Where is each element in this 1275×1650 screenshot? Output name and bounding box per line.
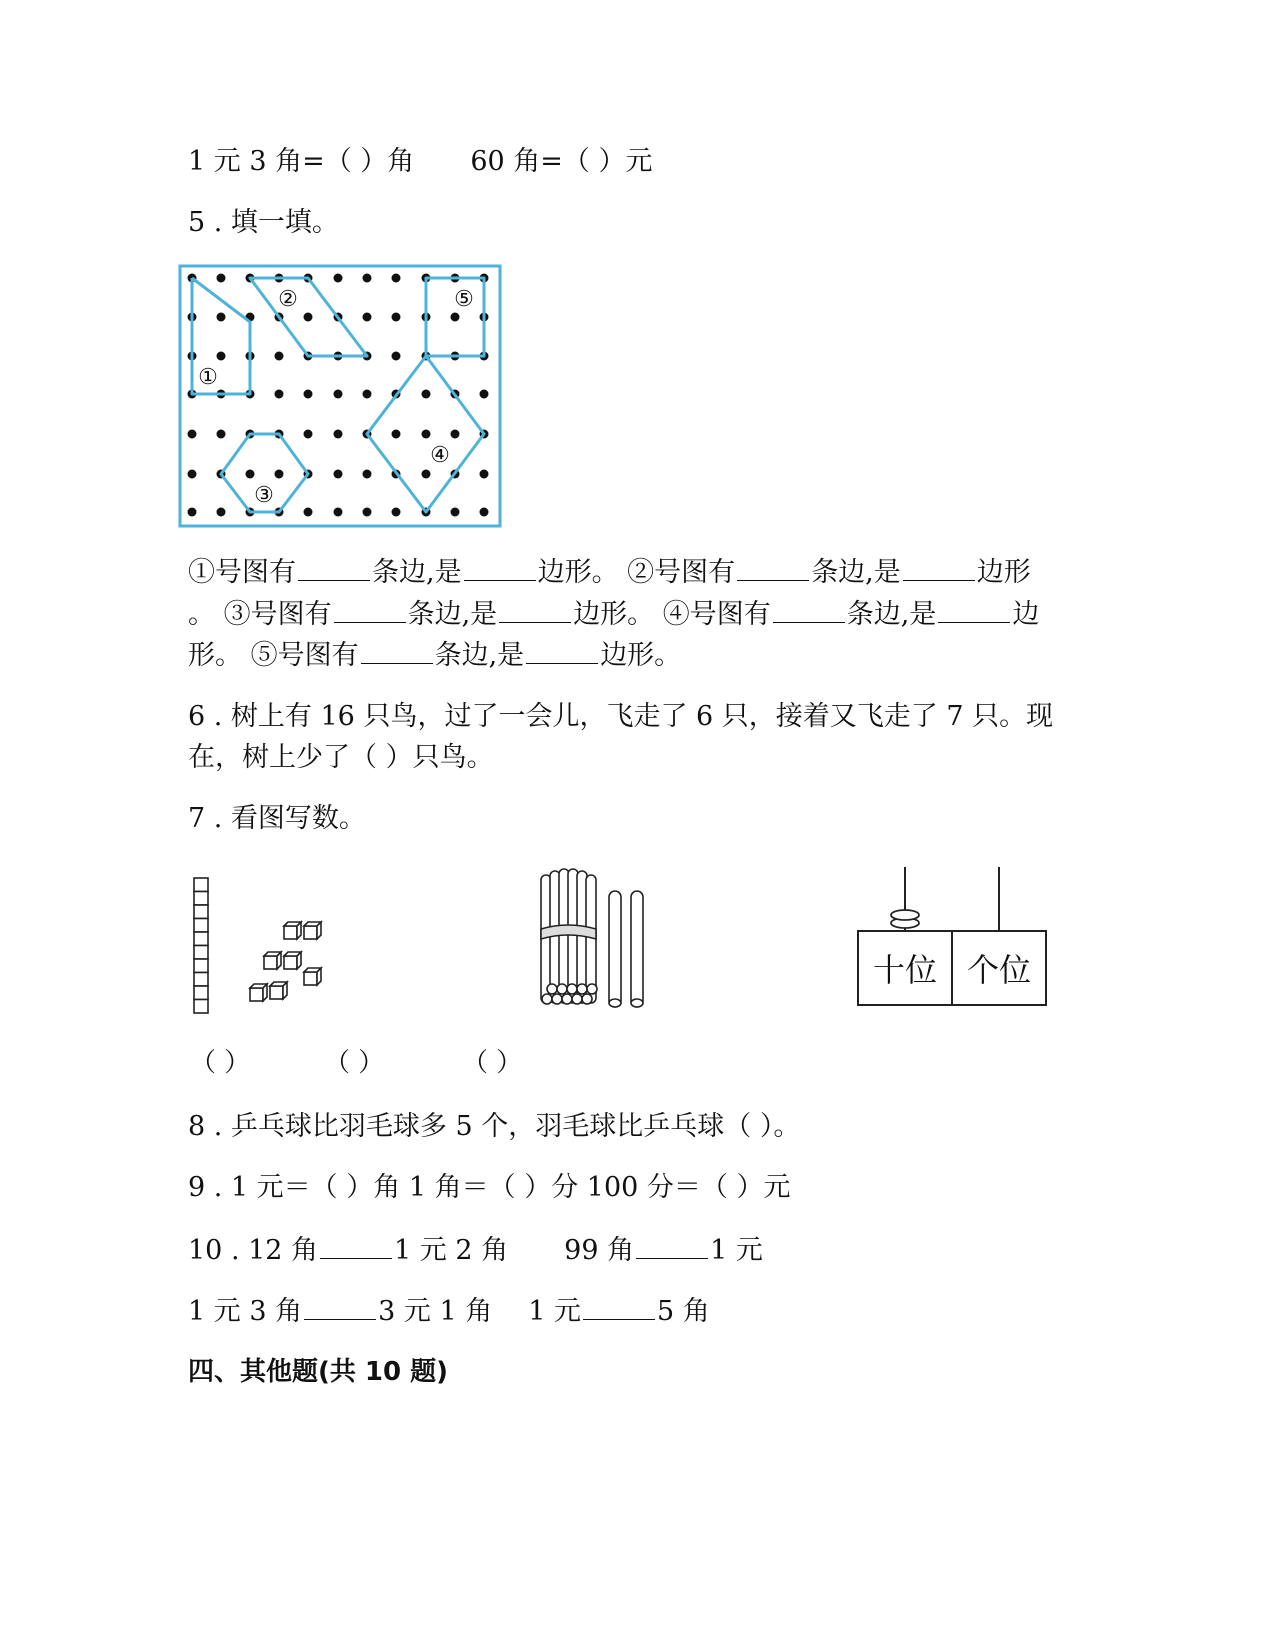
rod-unit (194, 892, 208, 906)
shape-label-1: ① (198, 365, 218, 390)
abacus-bead (891, 910, 919, 920)
blocks-figure (188, 872, 338, 1022)
grid-dot (188, 508, 197, 517)
answer-blank[interactable] (938, 596, 1010, 623)
question-5-row-2 (188, 596, 1039, 632)
grid-dot (363, 313, 372, 322)
grid-dot (275, 352, 284, 361)
grid-dot (304, 390, 313, 399)
rod-unit (194, 905, 208, 919)
grid-dot (304, 508, 313, 517)
answer-slot-1[interactable]: （ ） (190, 1048, 251, 1078)
rod-unit (194, 973, 208, 987)
text: 边 (1012, 599, 1040, 630)
answer-blank[interactable] (583, 1293, 655, 1320)
question-5-title: 5 . 填一填。 (188, 207, 339, 238)
grid-dot (480, 508, 489, 517)
grid-dot (334, 470, 343, 479)
abacus-figure (856, 865, 1056, 1015)
grid-dot (451, 508, 460, 517)
rod-unit (194, 919, 208, 933)
question-10-line-2 (188, 1293, 710, 1329)
conversion-1: 1 元 3 角=（ ）角 (188, 146, 415, 177)
grid-dot (392, 313, 401, 322)
question-8: 8 . 乒乓球比羽毛球多 5 个，羽毛球比乒乓球（ ）。 (188, 1111, 801, 1142)
text: 。 ③号图有 (188, 599, 332, 630)
grid-dot (275, 470, 284, 479)
grid-dot (392, 508, 401, 517)
conversion-2: 60 角=（ ）元 (470, 146, 653, 177)
grid-dot (334, 274, 343, 283)
shape-label-4: ④ (430, 443, 450, 468)
answer-slot-2[interactable]: （ ） (324, 1048, 385, 1078)
rod-unit (194, 946, 208, 960)
text: 边形。 (600, 640, 682, 671)
unit-cube (304, 922, 321, 939)
grid-dot (363, 470, 372, 479)
text: 99 角 (564, 1235, 635, 1266)
question-7-title: 7 . 看图写数。 (188, 803, 366, 834)
grid-dot (334, 430, 343, 439)
grid-dot (392, 430, 401, 439)
grid-dot (480, 390, 489, 399)
answer-blank[interactable] (636, 1232, 708, 1259)
rod-unit (194, 932, 208, 946)
text: 1 元 (710, 1235, 763, 1266)
text: 条边,是 (846, 599, 937, 630)
answer-blank[interactable] (499, 596, 571, 623)
grid-dot (217, 508, 226, 517)
grid-dot (304, 430, 313, 439)
grid-dot (188, 470, 197, 479)
text: 形。 ⑤号图有 (188, 640, 359, 671)
text: 条边,是 (372, 557, 462, 588)
unit-cube (284, 952, 301, 969)
grid-dot (246, 470, 255, 479)
grid-dot (392, 274, 401, 283)
grid-dot (480, 470, 489, 479)
grid-dot (363, 274, 372, 283)
answer-blank[interactable] (304, 1293, 376, 1320)
ones-place-label: 个位 (966, 951, 1032, 989)
grid-dot (217, 274, 226, 283)
unit-cube (264, 952, 281, 969)
answer-blank[interactable] (320, 1232, 392, 1259)
grid-dot (422, 390, 431, 399)
unit-cube (270, 982, 287, 999)
text: 边形。 ④号图有 (573, 599, 771, 630)
answer-blank[interactable] (334, 596, 406, 623)
grid-dot (422, 430, 431, 439)
sticks-figure (535, 865, 655, 1015)
text: 1 元 (528, 1296, 581, 1327)
grid-dot (392, 352, 401, 361)
answer-blank[interactable] (361, 637, 433, 664)
shape-label-2: ② (278, 287, 298, 312)
text: 10 . 12 角 (188, 1235, 319, 1266)
tens-place-label: 十位 (872, 951, 938, 989)
answer-blank[interactable] (464, 554, 536, 581)
text: 1 元 2 角 (394, 1235, 509, 1266)
grid-dot (451, 313, 460, 322)
text: 条边,是 (811, 557, 901, 588)
grid-dot (217, 430, 226, 439)
unit-cube (304, 968, 321, 985)
shape-label-3: ③ (254, 483, 274, 508)
rod-unit (194, 959, 208, 973)
grid-dot (188, 430, 197, 439)
text: 条边,是 (407, 599, 498, 630)
unit-cube (284, 922, 301, 939)
answer-blank[interactable] (298, 554, 370, 581)
section-4-heading: 四、其他题(共 10 题) (188, 1357, 449, 1387)
question-6-line-1: 6 . 树上有 16 只鸟，过了一会儿，飞走了 6 只，接着又飞走了 7 只。现 (188, 701, 1054, 732)
answer-slot-3[interactable]: （ ） (462, 1048, 523, 1078)
grid-dot (217, 313, 226, 322)
text: 条边,是 (434, 640, 525, 671)
grid-dot (422, 470, 431, 479)
question-5-row-3 (188, 637, 681, 673)
money-conversion-line (188, 145, 652, 179)
rod-unit (194, 878, 208, 892)
grid-dot (334, 508, 343, 517)
rod-unit (194, 1000, 208, 1014)
grid-dot (363, 508, 372, 517)
text: 3 元 1 角 (378, 1296, 493, 1327)
question-10-line-1 (188, 1232, 763, 1268)
dot-grid-figure (178, 264, 502, 528)
answer-blank[interactable] (526, 637, 598, 664)
rod-unit (194, 986, 208, 1000)
text: ①号图有 (188, 557, 296, 588)
grid-dot (304, 313, 313, 322)
question-5-row-1 (188, 554, 1031, 590)
question-6-line-2: 在，树上少了（ ）只鸟。 (188, 742, 494, 773)
text: 边形。 ②号图有 (537, 557, 736, 588)
text: 5 角 (656, 1296, 710, 1327)
answer-blank[interactable] (737, 554, 809, 581)
text: 1 元 3 角 (188, 1296, 303, 1327)
grid-dot (451, 430, 460, 439)
text: 边形 (976, 557, 1031, 588)
grid-dot (275, 390, 284, 399)
question-9: 9 . 1 元＝（ ）角 1 角＝（ ）分 100 分＝（ ）元 (188, 1172, 791, 1203)
grid-dot (363, 390, 372, 399)
grid-dot (334, 390, 343, 399)
answer-blank[interactable] (903, 554, 975, 581)
grid-dot (217, 352, 226, 361)
unit-cube (250, 984, 267, 1001)
shape-label-5: ⑤ (454, 287, 474, 312)
answer-blank[interactable] (773, 596, 845, 623)
